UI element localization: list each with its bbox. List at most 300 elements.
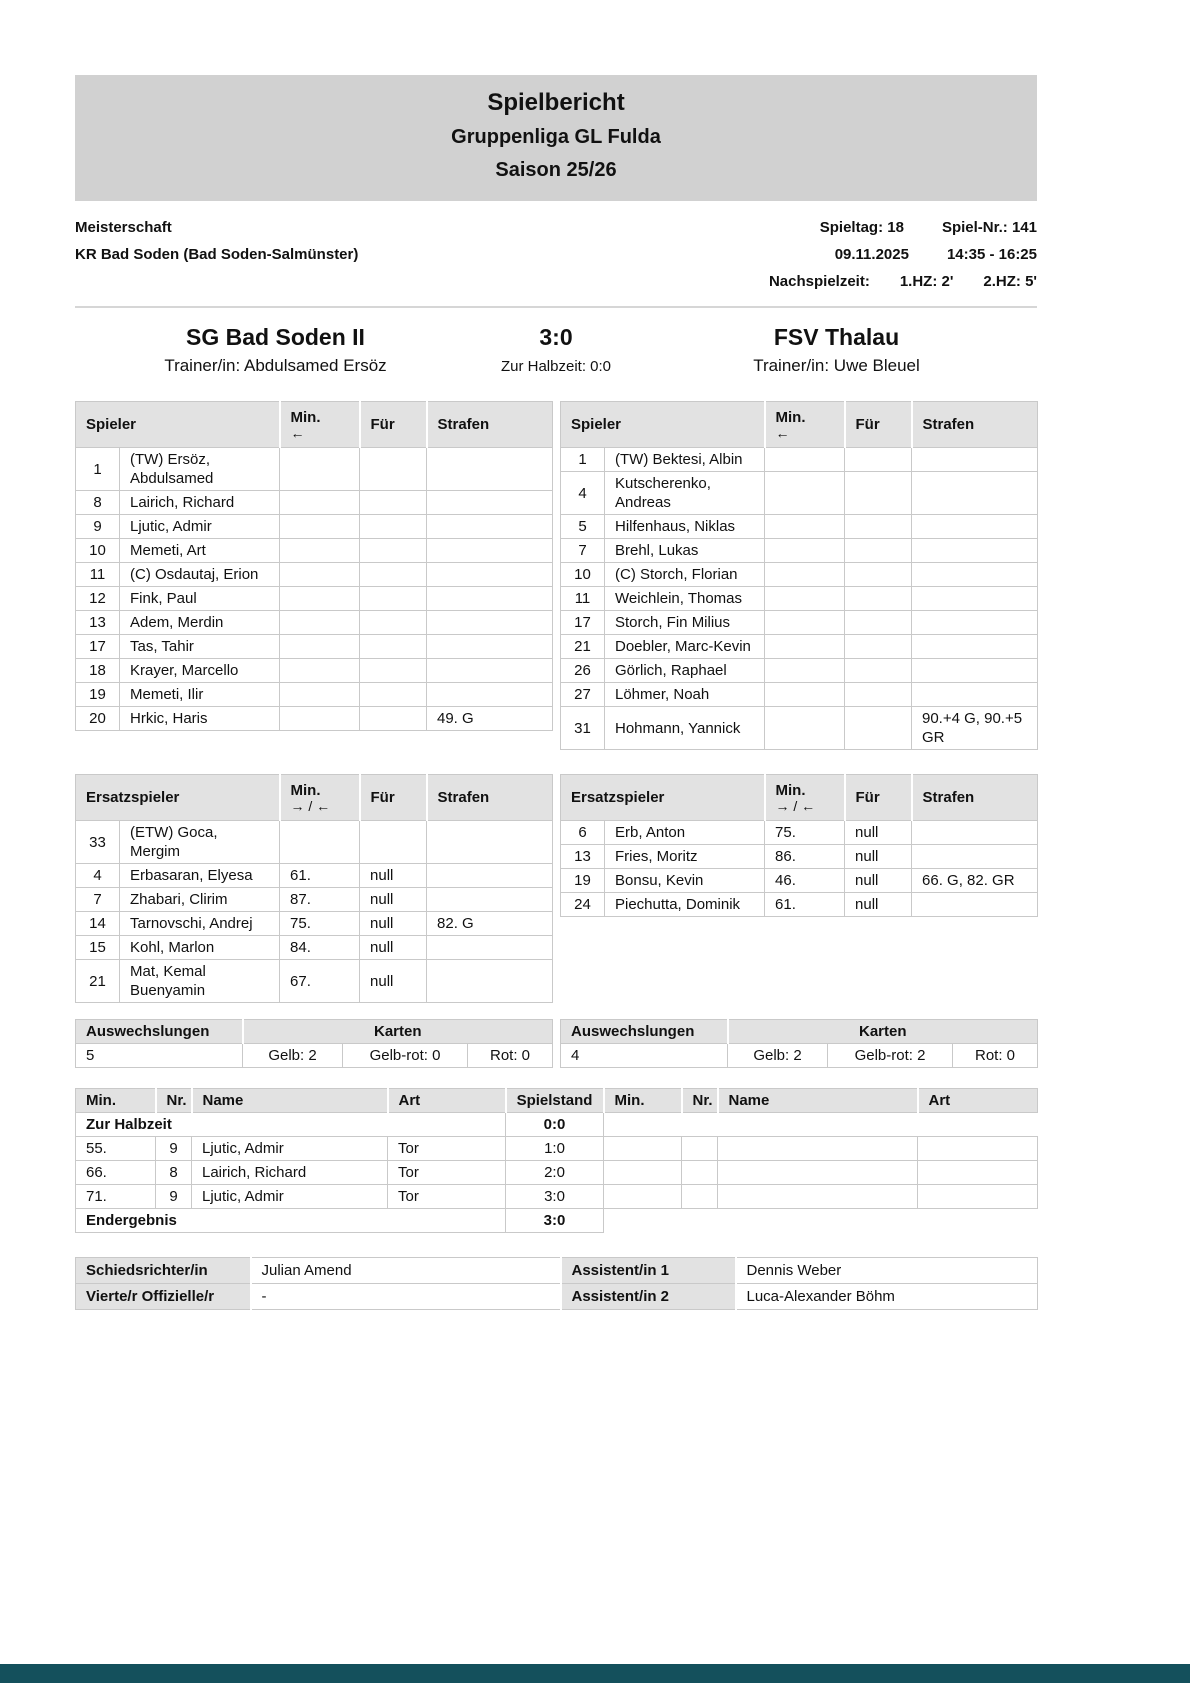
player-strafen [912, 683, 1038, 707]
player-minute [280, 611, 360, 635]
player-fuer [360, 635, 427, 659]
player-strafen: 49. G [427, 707, 553, 731]
goal-player-name: Lairich, Richard [192, 1161, 388, 1185]
player-name: Brehl, Lukas [605, 539, 765, 563]
player-name: (C) Storch, Florian [605, 563, 765, 587]
player-name: Zhabari, Clirim [120, 888, 280, 912]
stoppage-label: Nachspielzeit: [768, 273, 870, 290]
fuer-header: Für [845, 402, 912, 448]
player-strafen [427, 448, 553, 491]
min-header: Min. [76, 1089, 156, 1113]
player-row [76, 448, 553, 491]
player-name: (ETW) Goca, Mergim [120, 821, 280, 864]
player-number: 15 [76, 936, 120, 960]
player-row [76, 960, 553, 1003]
player-strafen: 82. G [427, 912, 553, 936]
summary-score: 3:0 [506, 1209, 604, 1233]
player-number: 20 [76, 707, 120, 731]
player-strafen [427, 635, 553, 659]
footer-bar [0, 1664, 1190, 1683]
player-fuer: null [360, 912, 427, 936]
player-number: 7 [561, 539, 605, 563]
player-number: 17 [76, 635, 120, 659]
player-strafen [912, 472, 1038, 515]
player-minute [280, 821, 360, 864]
player-fuer [360, 491, 427, 515]
player-fuer: null [360, 936, 427, 960]
assistant1-name: Dennis Weber [736, 1258, 1038, 1284]
player-name: Erb, Anton [605, 821, 765, 845]
name-header: Name [192, 1089, 388, 1113]
player-row [76, 515, 553, 539]
away-starters-table [560, 401, 1038, 750]
away-team-name: FSV Thalau [773, 324, 900, 350]
player-minute [280, 563, 360, 587]
season-label: Saison 25/26 [495, 159, 617, 181]
player-name: Memeti, Art [120, 539, 280, 563]
player-minute: 61. [280, 864, 360, 888]
player-fuer: null [845, 893, 912, 917]
summary-score: 0:0 [506, 1113, 604, 1137]
player-name: (TW) Bektesi, Albin [605, 448, 765, 472]
player-row [76, 491, 553, 515]
goal-minute [604, 1161, 682, 1185]
player-fuer [845, 515, 912, 539]
league-name: Gruppenliga GL Fulda [451, 126, 661, 148]
home-team-name: SG Bad Soden II [186, 324, 365, 350]
ersatzspieler-header: Ersatzspieler [76, 775, 280, 821]
player-fuer [360, 707, 427, 731]
player-fuer [845, 587, 912, 611]
player-fuer [845, 563, 912, 587]
player-row [561, 869, 1038, 893]
spielstand-header: Spielstand [506, 1089, 604, 1113]
min-header: Min. ← [280, 402, 360, 448]
player-row [561, 448, 1038, 472]
player-number: 21 [76, 960, 120, 1003]
player-number: 6 [561, 821, 605, 845]
player-number: 12 [76, 587, 120, 611]
goal-row [76, 1185, 1038, 1209]
goal-score: 2:0 [506, 1161, 604, 1185]
goal-player-number [682, 1185, 718, 1209]
player-fuer [360, 821, 427, 864]
player-minute [765, 448, 845, 472]
final-score: 3:0 [539, 324, 573, 350]
goal-art [918, 1161, 1038, 1185]
player-fuer [360, 683, 427, 707]
player-strafen [912, 563, 1038, 587]
goal-player-name: Ljutic, Admir [192, 1137, 388, 1161]
goal-minute: 55. [76, 1137, 156, 1161]
player-row [76, 864, 553, 888]
player-number: 4 [561, 472, 605, 515]
player-strafen [912, 611, 1038, 635]
goal-player-name [718, 1185, 918, 1209]
player-fuer [845, 635, 912, 659]
player-number: 19 [76, 683, 120, 707]
player-row [561, 515, 1038, 539]
player-name: Fink, Paul [120, 587, 280, 611]
home-starters-table [75, 401, 553, 731]
player-name: Görlich, Raphael [605, 659, 765, 683]
goal-player-number: 8 [156, 1161, 192, 1185]
spieler-header: Spieler [76, 402, 280, 448]
player-name: Mat, Kemal Buenyamin [120, 960, 280, 1003]
karten-header: Karten [243, 1020, 553, 1044]
player-name: Hohmann, Yannick [605, 707, 765, 750]
player-row [561, 539, 1038, 563]
matchday: Spieltag: 18 [819, 219, 904, 236]
goal-row [76, 1137, 1038, 1161]
arrow-inout-icon: → / ← [775, 797, 816, 814]
player-name: Löhmer, Noah [605, 683, 765, 707]
player-number: 13 [76, 611, 120, 635]
player-number: 13 [561, 845, 605, 869]
player-name: Kohl, Marlon [120, 936, 280, 960]
player-row [76, 563, 553, 587]
player-number: 1 [76, 448, 120, 491]
player-fuer: null [360, 960, 427, 1003]
fourth-official-name: - [251, 1284, 561, 1310]
match-time: 14:35 - 16:25 [946, 246, 1037, 263]
goal-art: Tor [388, 1185, 506, 1209]
player-fuer [845, 611, 912, 635]
strafen-header: Strafen [427, 402, 553, 448]
player-row [76, 683, 553, 707]
match-date: 09.11.2025 [834, 246, 909, 263]
player-name: (C) Osdautaj, Erion [120, 563, 280, 587]
player-minute: 87. [280, 888, 360, 912]
player-minute [280, 491, 360, 515]
report-title-box [75, 75, 1037, 201]
away-red-cards: Rot: 0 [953, 1044, 1038, 1068]
goal-minute: 71. [76, 1185, 156, 1209]
player-number: 1 [561, 448, 605, 472]
referee-label: Schiedsrichter/in [76, 1258, 251, 1284]
min-header: Min. → / ← [765, 775, 845, 821]
player-minute [765, 563, 845, 587]
player-minute: 75. [280, 912, 360, 936]
assistant2-name: Luca-Alexander Böhm [736, 1284, 1038, 1310]
min-header: Min. ← [765, 402, 845, 448]
player-row [76, 611, 553, 635]
assistant1-label: Assistent/in 1 [561, 1258, 736, 1284]
player-row [76, 635, 553, 659]
player-number: 24 [561, 893, 605, 917]
goal-player-number: 9 [156, 1137, 192, 1161]
player-name: Lairich, Richard [120, 491, 280, 515]
referee-name: Julian Amend [251, 1258, 561, 1284]
player-name: Kutscherenko, Andreas [605, 472, 765, 515]
karten-header: Karten [728, 1020, 1038, 1044]
player-minute [765, 683, 845, 707]
player-name: Tarnovschi, Andrej [120, 912, 280, 936]
player-minute [280, 683, 360, 707]
player-row [561, 821, 1038, 845]
player-minute: 61. [765, 893, 845, 917]
player-fuer [360, 539, 427, 563]
player-number: 21 [561, 635, 605, 659]
player-strafen [427, 539, 553, 563]
player-minute [280, 448, 360, 491]
player-minute [765, 611, 845, 635]
goal-row [76, 1161, 1038, 1185]
player-number: 7 [76, 888, 120, 912]
player-minute [280, 539, 360, 563]
player-name: Bonsu, Kevin [605, 869, 765, 893]
player-strafen [912, 821, 1038, 845]
player-strafen [427, 491, 553, 515]
ersatzspieler-header: Ersatzspieler [561, 775, 765, 821]
player-name: Adem, Merdin [120, 611, 280, 635]
player-strafen [912, 893, 1038, 917]
player-strafen [427, 936, 553, 960]
player-strafen [912, 845, 1038, 869]
home-substitutes-table [75, 774, 553, 1003]
score-summary-row [76, 1209, 1038, 1233]
player-number: 26 [561, 659, 605, 683]
goal-minute [604, 1137, 682, 1161]
fuer-header: Für [360, 402, 427, 448]
player-row [561, 611, 1038, 635]
player-row [561, 635, 1038, 659]
player-number: 27 [561, 683, 605, 707]
home-yellow-cards: Gelb: 2 [243, 1044, 343, 1068]
player-name: Hilfenhaus, Niklas [605, 515, 765, 539]
player-strafen [912, 448, 1038, 472]
player-fuer [845, 659, 912, 683]
goal-score: 3:0 [506, 1185, 604, 1209]
player-row [76, 539, 553, 563]
player-name: Storch, Fin Milius [605, 611, 765, 635]
player-minute [765, 472, 845, 515]
player-minute [765, 659, 845, 683]
goal-minute: 66. [76, 1161, 156, 1185]
fuer-header: Für [360, 775, 427, 821]
divider [75, 306, 1037, 308]
away-cards-table [560, 1019, 1038, 1068]
player-strafen [912, 515, 1038, 539]
organizer: KR Bad Soden (Bad Soden-Salmünster) [75, 246, 359, 263]
nr-header: Nr. [156, 1089, 192, 1113]
player-row [76, 587, 553, 611]
home-coach: Trainer/in: Abdulsamed Ersöz [164, 356, 387, 375]
assistant2-label: Assistent/in 2 [561, 1284, 736, 1310]
player-fuer [845, 683, 912, 707]
player-name: Erbasaran, Elyesa [120, 864, 280, 888]
player-number: 9 [76, 515, 120, 539]
goal-minute [604, 1185, 682, 1209]
strafen-header: Strafen [912, 775, 1038, 821]
home-yellowred-cards: Gelb-rot: 0 [343, 1044, 468, 1068]
player-strafen [912, 539, 1038, 563]
player-strafen [912, 587, 1038, 611]
min-header: Min. → / ← [280, 775, 360, 821]
player-fuer: null [845, 869, 912, 893]
goal-art [918, 1185, 1038, 1209]
player-row [561, 845, 1038, 869]
player-row [561, 683, 1038, 707]
goal-player-name: Ljutic, Admir [192, 1185, 388, 1209]
player-row [76, 888, 553, 912]
auswechslungen-header: Auswechslungen [76, 1020, 243, 1044]
player-row [76, 936, 553, 960]
player-row [561, 707, 1038, 750]
match-header [75, 322, 1037, 352]
empty-area [604, 1113, 1038, 1137]
player-number: 17 [561, 611, 605, 635]
player-strafen [912, 635, 1038, 659]
lineups-section [75, 401, 1037, 1068]
home-cards-table [75, 1019, 553, 1068]
spieler-header: Spieler [561, 402, 765, 448]
summary-label: Zur Halbzeit [76, 1113, 506, 1137]
player-number: 4 [76, 864, 120, 888]
goal-player-name [718, 1137, 918, 1161]
player-minute [765, 539, 845, 563]
goal-player-name [718, 1161, 918, 1185]
player-strafen [427, 960, 553, 1003]
goal-player-number: 9 [156, 1185, 192, 1209]
report-title: Spielbericht [487, 89, 625, 116]
player-number: 11 [561, 587, 605, 611]
goal-art: Tor [388, 1137, 506, 1161]
goal-score: 1:0 [506, 1137, 604, 1161]
player-minute: 67. [280, 960, 360, 1003]
home-red-cards: Rot: 0 [468, 1044, 553, 1068]
player-name: (TW) Ersöz, Abdulsamed [120, 448, 280, 491]
player-name: Memeti, Ilir [120, 683, 280, 707]
player-strafen [427, 683, 553, 707]
player-number: 8 [76, 491, 120, 515]
player-strafen [427, 821, 553, 864]
player-row [76, 659, 553, 683]
player-strafen [427, 659, 553, 683]
player-strafen [427, 563, 553, 587]
player-minute: 46. [765, 869, 845, 893]
player-fuer: null [845, 845, 912, 869]
player-strafen: 66. G, 82. GR [912, 869, 1038, 893]
player-minute [280, 515, 360, 539]
player-strafen [427, 587, 553, 611]
goal-art [918, 1137, 1038, 1161]
score-summary-row [76, 1113, 1038, 1137]
away-substitutions-count: 4 [561, 1044, 728, 1068]
art-header: Art [388, 1089, 506, 1113]
goal-player-number [682, 1161, 718, 1185]
player-strafen [427, 611, 553, 635]
away-coach: Trainer/in: Uwe Bleuel [753, 356, 920, 375]
empty-area [604, 1209, 1038, 1233]
player-fuer [360, 563, 427, 587]
player-number: 31 [561, 707, 605, 750]
player-minute [765, 515, 845, 539]
player-fuer [845, 707, 912, 750]
player-number: 18 [76, 659, 120, 683]
stoppage-hz1: 1.HZ: 2' [899, 273, 954, 290]
player-row [561, 587, 1038, 611]
player-number: 14 [76, 912, 120, 936]
player-fuer [360, 448, 427, 491]
away-substitutes-table [560, 774, 1038, 917]
player-strafen [427, 515, 553, 539]
player-name: Tas, Tahir [120, 635, 280, 659]
player-number: 10 [76, 539, 120, 563]
player-fuer: null [845, 821, 912, 845]
summary-label: Endergebnis [76, 1209, 506, 1233]
player-row [561, 659, 1038, 683]
goal-player-number [682, 1137, 718, 1161]
away-yellowred-cards: Gelb-rot: 2 [828, 1044, 953, 1068]
player-minute: 75. [765, 821, 845, 845]
away-yellow-cards: Gelb: 2 [728, 1044, 828, 1068]
player-name: Ljutic, Admir [120, 515, 280, 539]
officials-table [75, 1257, 1038, 1310]
player-row [76, 912, 553, 936]
player-name: Doebler, Marc-Kevin [605, 635, 765, 659]
player-fuer [360, 515, 427, 539]
player-strafen [427, 864, 553, 888]
player-minute [280, 707, 360, 731]
nr-header: Nr. [682, 1089, 718, 1113]
min-header: Min. [604, 1089, 682, 1113]
player-name: Hrkic, Haris [120, 707, 280, 731]
player-fuer [845, 472, 912, 515]
player-number: 33 [76, 821, 120, 864]
strafen-header: Strafen [912, 402, 1038, 448]
player-name: Piechutta, Dominik [605, 893, 765, 917]
player-row [561, 893, 1038, 917]
player-fuer: null [360, 888, 427, 912]
player-minute [765, 707, 845, 750]
player-fuer [845, 539, 912, 563]
player-strafen [427, 888, 553, 912]
player-minute [765, 587, 845, 611]
player-row [561, 563, 1038, 587]
player-number: 10 [561, 563, 605, 587]
match-number: Spiel-Nr.: 141 [941, 219, 1037, 236]
player-name: Krayer, Marcello [120, 659, 280, 683]
auswechslungen-header: Auswechslungen [561, 1020, 728, 1044]
player-strafen: 90.+4 G, 90.+5 GR [912, 707, 1038, 750]
player-fuer [360, 587, 427, 611]
strafen-header: Strafen [427, 775, 553, 821]
player-fuer [360, 659, 427, 683]
goal-art: Tor [388, 1161, 506, 1185]
player-name: Weichlein, Thomas [605, 587, 765, 611]
player-number: 11 [76, 563, 120, 587]
goals-table [75, 1088, 1038, 1233]
player-name: Fries, Moritz [605, 845, 765, 869]
arrow-in-icon: ← [290, 424, 305, 441]
name-header: Name [718, 1089, 918, 1113]
player-row [76, 707, 553, 731]
player-number: 19 [561, 869, 605, 893]
match-meta [75, 214, 1037, 295]
arrow-inout-icon: → / ← [290, 797, 331, 814]
player-number: 5 [561, 515, 605, 539]
halftime-score-note: Zur Halbzeit: 0:0 [500, 358, 612, 375]
player-minute: 84. [280, 936, 360, 960]
player-strafen [912, 659, 1038, 683]
player-row [76, 821, 553, 864]
fourth-official-label: Vierte/r Offizielle/r [76, 1284, 251, 1310]
competition-type: Meisterschaft [75, 219, 172, 236]
player-fuer: null [360, 864, 427, 888]
player-minute: 86. [765, 845, 845, 869]
arrow-in-icon: ← [775, 424, 790, 441]
